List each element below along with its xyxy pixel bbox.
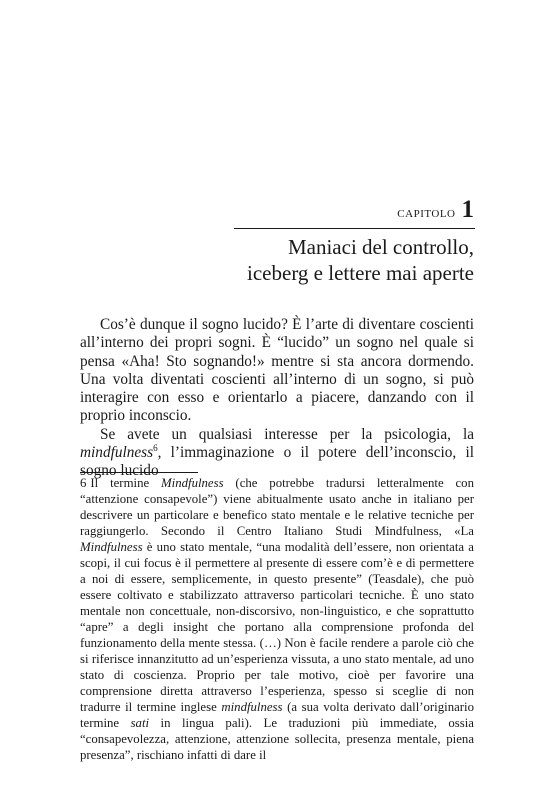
footnote-italic-1: Mindfulness — [161, 476, 224, 490]
body-text — [80, 316, 474, 481]
chapter-number: 1 — [461, 196, 474, 223]
footnote-reference: 6 — [153, 442, 158, 453]
chapter-title — [180, 234, 474, 286]
footnote-number: 6 — [80, 476, 87, 490]
footnote — [80, 475, 474, 763]
footnote-text-2: (che potrebbe tradursi letteralmente con “attenzione consapevole”) viene abitualmente usato anche in italiano per descrivere un particolare e benefico stato mentale e le relative tecniche per raggiungerlo. Secondo il Centro Italiano Studi Mindfulness, «La — [80, 476, 474, 538]
paragraph-1: Cos’è dunque il sogno lucido? È l’arte di diventare coscienti all’interno dei propri sogni. È “lucido” un sogno nel quale si pensa «Aha! Sto sognando!» mentre si sta ancora dormendo. Una volta diventati coscienti all’interno di un sogno, si può interagire con esso e orientarlo a piacere, danzando con il proprio inconscio. — [80, 316, 474, 425]
footnote-text-5: in lingua pali). Le traduzioni più immediate, ossia “consapevolezza, attenzione, attenzione sollecita, presenza mentale, piena presenza”, rischiano infatti di dare il — [80, 716, 474, 762]
footnote-divider — [80, 472, 198, 473]
footnote-italic-3: mindfulness — [221, 700, 283, 714]
paragraph-2-text-a: Se avete un qualsiasi interesse per la psicologia, la — [100, 425, 474, 443]
footnote-text-1: Il termine — [90, 476, 162, 490]
chapter-divider — [234, 228, 475, 229]
paragraph-2-text-b: , l’immaginazione o il potere dell’inconscio, il sogno lucido — [80, 444, 474, 480]
footnote-text-3: è uno stato mentale, “una modalità dell’essere, non orientata a scopi, il cui focus è il permettere al presente di essere com’è e di permettere a noi di essere, semplicemente, in questo presente” (Teasdale), che può essere coltivato e stabilizzato attraverso particolari tecniche. È uno stato mentale non concettuale, non-discorsivo, non-linguistico, e che soprattutto “apre” a degli insight che portano alla comprensione profonda del funzionamento della mente stessa. (…) Non è facile rendere a parole ciò che si riferisce innanzitutto ad un’esperienza vissuta, a uno stato mentale, ad uno stato di coscienza. Proprio per tale motivo, cioè per favorire una comprensione diretta attraverso l’esperienza, spesso si sceglie di non tradurre il termine inglese — [80, 540, 474, 714]
chapter-title-line-1: Maniaci del controllo, — [287, 235, 474, 259]
footnote-text-4: (a sua volta derivato dall’originario termine — [80, 700, 474, 730]
footnote-text — [80, 475, 474, 763]
paragraph-2-italic: mindfulness — [80, 444, 154, 462]
footnote-italic-2: Mindfulness — [80, 540, 143, 554]
chapter-label: CAPITOLO — [397, 208, 456, 220]
footnote-italic-4: sati — [130, 716, 150, 730]
chapter-title-line-2: iceberg e lettere mai aperte — [247, 261, 474, 285]
chapter-heading — [234, 196, 474, 224]
